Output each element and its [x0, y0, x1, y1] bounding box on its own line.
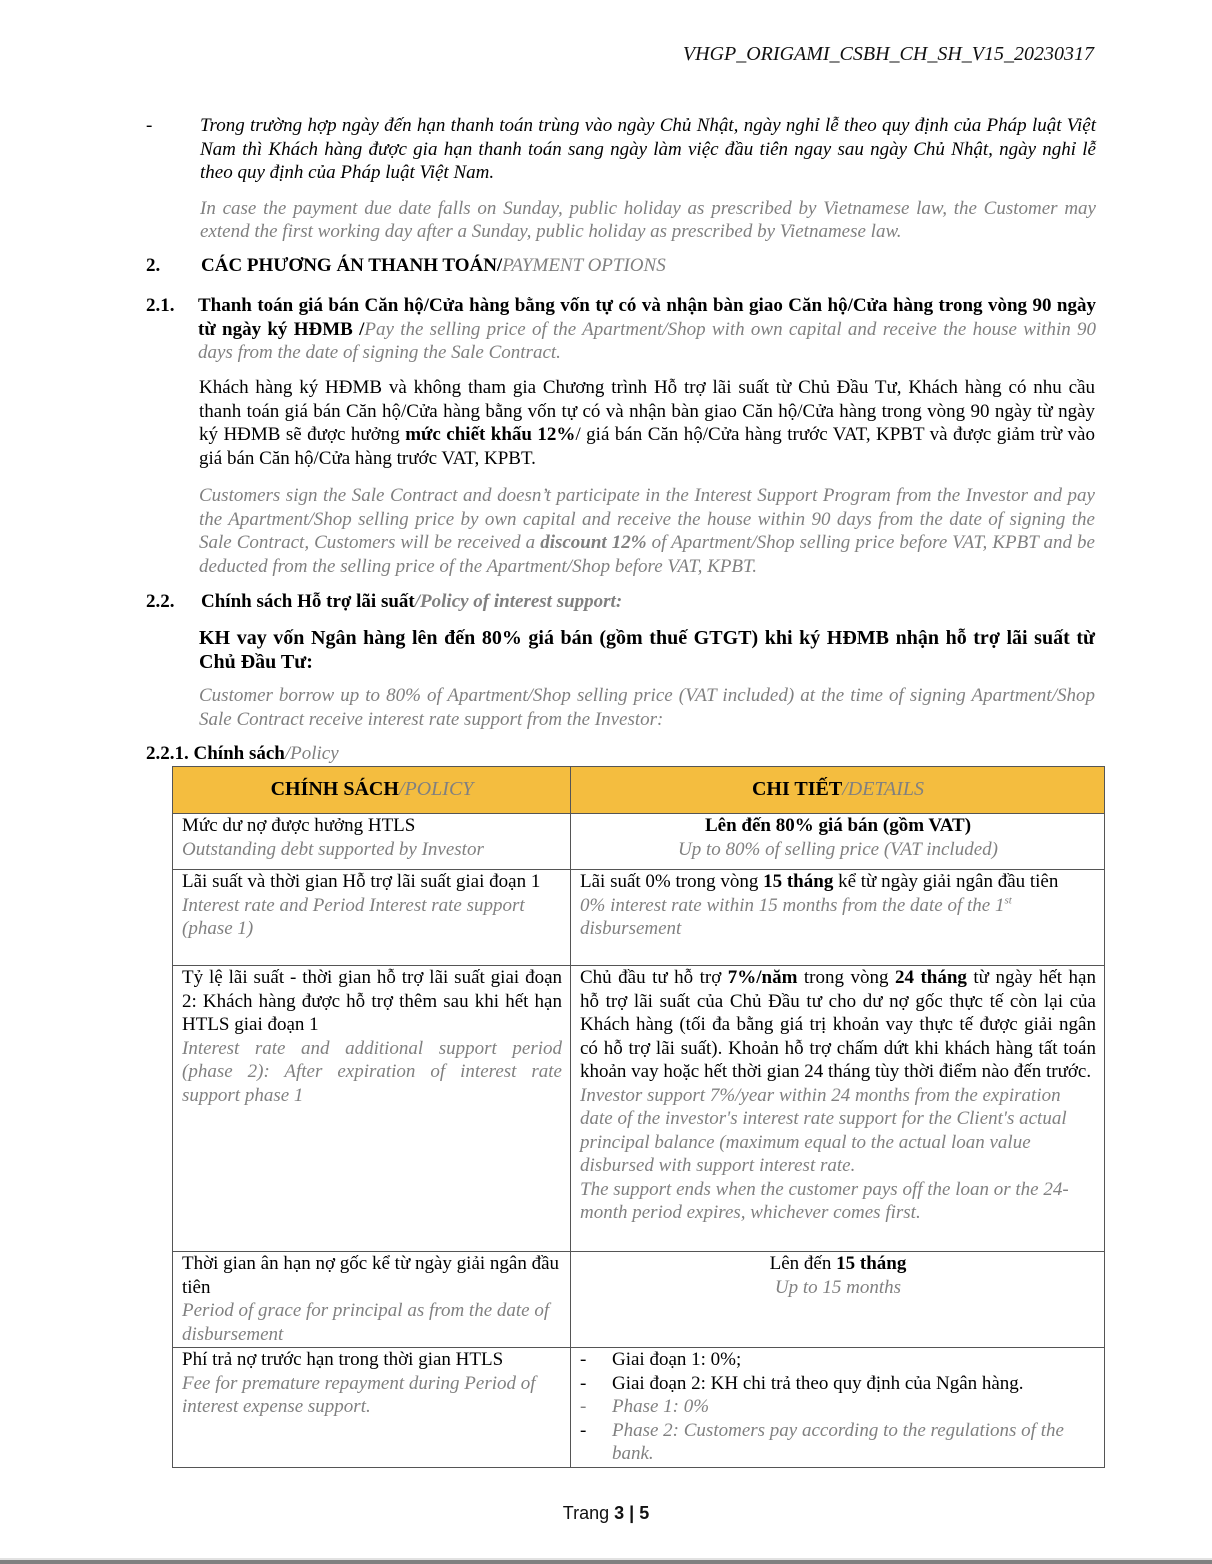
text: từ ngày hết hạn hỗ trợ lãi suất của Chủ Đầu tư cho dư nợ gốc thực tế còn lại của Khách hàng (tối đa bằng giá trị khoản vay thực tế được giải ngân có hỗ trợ lãi suất). Khoản hỗ trợ chấm dứt khi khách hàng tất toán khoản vay hoặc hết thời gian 24 tháng tùy thời điểm nào đến trước.: [580, 967, 1096, 1082]
text: trong vòng: [797, 967, 895, 988]
detail-cell: [571, 1348, 1105, 1468]
discount-highlight: discount 12%: [540, 532, 647, 553]
detail-en: Up to 80% of selling price (VAT included): [678, 838, 998, 860]
text: 0% interest rate within 15 months from the date of the 1: [580, 894, 1005, 916]
policy-en: Interest rate and Period Interest rate support (phase 1): [182, 894, 525, 939]
table-row: [173, 1348, 1105, 1468]
text: Chủ đầu tư hỗ trợ: [580, 967, 728, 988]
detail-cell: [571, 814, 1105, 870]
text: disbursement: [580, 918, 682, 939]
detail-en: The support ends when the customer pays off the loan or the 24-month period expires, whichever comes first.: [580, 1178, 1069, 1223]
section-number: 2.2.: [146, 591, 175, 612]
text: Lãi suất 0% trong vòng: [580, 871, 764, 892]
policy-en: Fee for premature repayment during Period of interest expense support.: [182, 1372, 536, 1417]
header-en: /DETAILS: [842, 778, 925, 801]
document-code: VHGP_ORIGAMI_CSBH_CH_SH_V15_20230317: [682, 43, 1094, 65]
detail-vi: Lên đến 80% giá bán (gồm VAT): [704, 815, 972, 836]
detail-vi: [580, 966, 1096, 1084]
section-2-2-lead-en: Customer borrow up to 80% of Apartment/Shop selling price (VAT included) at the time of signing Apartment/Shop Sale Contract receive interest rate support from the Investor:: [199, 685, 1095, 730]
policy-vi: Lãi suất và thời gian Hỗ trợ lãi suất giai đoạn 1: [182, 871, 541, 892]
page-bottom-border: [0, 1560, 1212, 1564]
page-label: Trang: [562, 1503, 615, 1523]
policy-vi: Phí trả nợ trước hạn trong thời gian HTLS: [182, 1349, 504, 1370]
item-text: Giai đoạn 1: 0%;: [612, 1349, 742, 1370]
policy-en: Interest rate and additional support period (phase 2): After expiration of interest rate support phase 1: [182, 1037, 562, 1106]
section-title-vi: Chính sách Hỗ trợ lãi suất: [201, 591, 415, 612]
detail-vi: [580, 1252, 1096, 1276]
detail-cell: [571, 870, 1105, 966]
policy-cell: [173, 1252, 571, 1348]
detail-en: Up to 15 months: [774, 1276, 902, 1298]
policy-vi: Mức dư nợ được hưởng HTLS: [182, 815, 416, 836]
page-current: 3: [614, 1503, 625, 1523]
table-row: [173, 814, 1105, 870]
table-row: [173, 870, 1105, 966]
policy-en: Outstanding debt supported by Investor: [182, 838, 484, 860]
highlight: 7%/năm: [727, 967, 798, 988]
intro-bullet-en: In case the payment due date falls on Sunday, public holiday as prescribed by Vietnamese law, the Customer may extend the first working day after a Sunday, public holiday as prescribed by Vietnamese law.: [200, 197, 1096, 242]
highlight: 15 tháng: [763, 871, 834, 892]
bullet-dash: -: [580, 1419, 587, 1441]
detail-cell: [571, 1252, 1105, 1348]
detail-cell: [571, 966, 1105, 1252]
section-title-vi: Thanh toán giá bán Căn hộ/Cửa hàng bằng vốn tự có và nhận bàn giao Căn hộ/Cửa hàng trong vòng 90 ngày từ ngày ký HĐMB /: [198, 295, 1096, 340]
body-text: / giá bán Căn hộ/Cửa hàng trước VAT, KPBT và được giảm trừ vào giá bán Căn hộ/Cửa hàng trước VAT, KPBT.: [199, 424, 1095, 469]
section-title-en: Pay the selling price of the Apartment/Shop with own capital and receive the house within 90 days from the date of signing the Sale Contract.: [198, 318, 1097, 363]
section-title-en: /Policy: [284, 743, 339, 764]
section-2-2-1-heading: [146, 742, 339, 766]
list-item: [580, 1348, 1096, 1372]
policy-cell: [173, 1348, 571, 1468]
highlight: 24 tháng: [894, 967, 967, 988]
highlight: 15 tháng: [836, 1253, 907, 1274]
table-row: [173, 966, 1105, 1252]
page-separator: |: [624, 1503, 640, 1523]
section-number: 2.: [146, 255, 161, 276]
column-header-policy: [173, 767, 571, 814]
section-2-1-body-vi: [199, 376, 1095, 470]
policy-vi: Thời gian ân hạn nợ gốc kể từ ngày giải ngân đầu tiên: [182, 1253, 560, 1298]
intro-bullet-vi: Trong trường hợp ngày đến hạn thanh toán trùng vào ngày Chủ Nhật, ngày nghỉ lễ theo quy định của Pháp luật Việt Nam thì Khách hàng được gia hạn thanh toán sang ngày làm việc đầu tiên ngay sau ngày Chủ Nhật, ngày nghỉ lễ theo quy định của Pháp luật Việt Nam.: [200, 115, 1096, 183]
item-text: Phase 2: Customers pay according to the regulations of the bank.: [612, 1419, 1064, 1464]
body-text: Customers sign the Sale Contract and doesn’t participate in the Interest Support Program from the Investor and pay the Apartment/Shop selling price by own capital and receive the house within 90 days from the date of signing the Sale Contract, Customers will be received a: [199, 485, 1095, 553]
policy-table: [172, 766, 1105, 1468]
body-text: of Apartment/Shop selling price before VAT, KPBT and be deducted from the selling price of the Apartment/Shop before VAT, KPBT.: [199, 532, 1095, 577]
discount-highlight: mức chiết khấu 12%: [405, 424, 576, 445]
policy-cell: [173, 814, 571, 870]
detail-en: [580, 894, 1096, 941]
list-item: [580, 1372, 1096, 1396]
bullet-dash: -: [146, 115, 153, 136]
policy-vi: Tỷ lệ lãi suất - thời gian hỗ trợ lãi suất giai đoạn 2: Khách hàng được hỗ trợ thêm sau khi hết hạn HTLS giai đoạn 1: [182, 967, 562, 1035]
header-vi: CHÍNH SÁCH: [270, 778, 399, 801]
text: kể từ ngày giải ngân đầu tiên: [833, 871, 1059, 892]
page-total: 5: [639, 1503, 650, 1523]
page-footer: [0, 1502, 1212, 1526]
detail-vi: [580, 870, 1096, 894]
section-2-1-heading: [146, 294, 1096, 365]
bullet-dash: -: [580, 1372, 587, 1394]
list-item: [580, 1419, 1096, 1466]
section-2-2-heading: [146, 590, 622, 614]
column-header-details: [571, 767, 1105, 814]
policy-cell: [173, 870, 571, 966]
table-header-row: [173, 767, 1105, 814]
section-title-vi: Chính sách: [188, 743, 285, 764]
section-2-heading: [146, 254, 666, 278]
ordinal-suffix: st: [1004, 894, 1012, 907]
section-title-vi: CÁC PHƯƠNG ÁN THANH TOÁN/: [201, 255, 503, 276]
table-row: [173, 1252, 1105, 1348]
section-number: 2.1.: [146, 295, 175, 316]
section-2-1-body-en: [199, 484, 1095, 578]
header-en: /POLICY: [398, 778, 474, 801]
section-number: 2.2.1.: [146, 743, 189, 764]
text: Lên đến: [769, 1253, 837, 1274]
detail-en: Investor support 7%/year within 24 months from the expiration date of the investor's interest rate support for the Client's actual principal balance (maximum equal to the actual loan value disbursed with support interest rate.: [580, 1084, 1067, 1176]
fee-list: [580, 1348, 1096, 1466]
bullet-dash: -: [580, 1396, 587, 1417]
item-text: Giai đoạn 2: KH chi trả theo quy định của Ngân hàng.: [612, 1372, 1024, 1394]
body-text: Khách hàng ký HĐMB và không tham gia Chương trình Hỗ trợ lãi suất từ Chủ Đầu Tư, Khách hàng có nhu cầu thanh toán giá bán Căn hộ/Cửa hàng bằng vốn tự có và nhận bàn giao Căn hộ/Cửa hàng trong vòng 90 ngày từ ngày ký HĐMB sẽ được hưởng: [199, 377, 1095, 445]
section-2-2-lead-vi: KH vay vốn Ngân hàng lên đến 80% giá bán (gồm thuế GTGT) khi ký HĐMB nhận hỗ trợ lãi suất từ Chủ Đầu Tư:: [199, 627, 1095, 673]
policy-cell: [173, 966, 571, 1252]
intro-bullet: [146, 114, 1096, 244]
policy-en: Period of grace for principal as from the date of disbursement: [182, 1300, 550, 1345]
header-vi: CHI TIẾT: [751, 778, 843, 801]
section-title-en: PAYMENT OPTIONS: [502, 255, 666, 276]
item-text: Phase 1: 0%: [612, 1396, 710, 1417]
list-item: [580, 1395, 1096, 1419]
section-title-en: /Policy of interest support:: [414, 591, 623, 612]
bullet-dash: -: [580, 1349, 587, 1370]
